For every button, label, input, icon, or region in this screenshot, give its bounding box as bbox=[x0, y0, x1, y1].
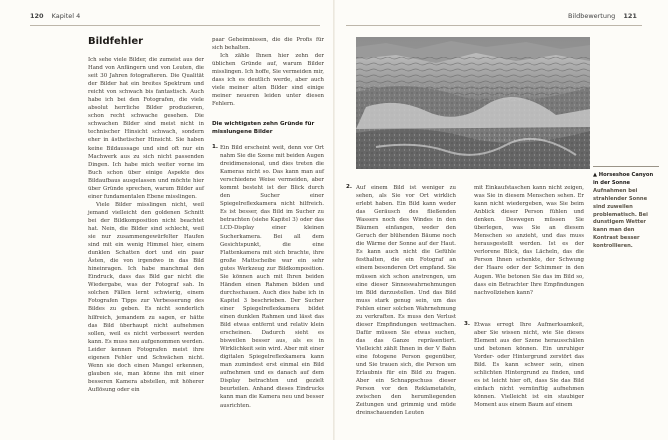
list-item-text: Auf einem Bild ist weniger zu sehen, als Sie vor Ort wirklich erlebt haben. Ein Bild kann weder das Geräusch des fließenden Wassers noch des Windes in den Bäumen einfangen, weder den Geruch der blühenden Bäume noch die Wärme der Sonne auf der Haut. Es kann auch nicht die Gefühle festhalten, die ein Fotograf an einem besonderen Ort empfand. Sie müssen sich schon anstrengen, um eine dieser Sinneswahrnehmungen im Bild darzustellen. Und das Bild muss stark genug sein, um das Fehlen einer solchen Wahrnehmung zu verkraften. Es muss den Verlust dieser Empfindungen wettmachen. Dafür müssen Sie etwas suchen, das das Ganze repräsentiert. Vielleicht zählt Ihnen in der V Bahn eine fotogene Person gegenüber, und Sie trauen sich, die Person um Erlaubnis für ein Bild zu fragen. Aber ein Schnappschuss dieser Person vor den Reklametafeln, zwischen den herumliegenden Zeitungen und grimmig und müde dreinschauenden Leuten bbox=[356, 185, 456, 417]
right-running-head bbox=[568, 12, 637, 20]
list-number: 2. bbox=[346, 184, 353, 190]
left-column-1 bbox=[88, 56, 204, 394]
right-column-2 bbox=[474, 184, 584, 297]
book-gutter bbox=[333, 0, 335, 440]
list-item-text: Ein Bild erscheint weit, denn vor Ort nahm Sie die Szene mit beiden Augen dreidimensional, und dies treten die Kameras nicht so. Das kann man auf verschiedene Weise vermeiden, aber kommt besteht ist der Blick durch den Sucher einer Spiegelreflexkamera nicht hilfreich. Es ist besser, das Bild im Sucher zu betrachten (siehe Kapitel 3) oder das LCD-Display einer kleinen Sucherkamera. Bei all dem Gesichtspunkt, die eine Flattenkamera mit sich brachte, ihre große Mattscheibe war ein sehr gutes Werkzeug zur Bildkomposition. Sie können auch mit Ihren beiden Händen einen Rahmen bilden und durchschauen. Auch dies habe ich in Kapitel 3 beschrieben. Der Sucher einer Spiegelreflexkamera bildet einen dunklen Rahmen und lässt das Bild etwas entfernt und relativ klein erscheinen. Dadurch sieht es bisweilen besser aus, als es in Wirklichkeit sein wird. Aber mit einer digitalen Spiegelreflexkamera kann man zumindest erst einmal ein Bild aufnehmen und es danach auf dem Display betrachten und gezielt beurteilen. Anhand dieses Eindrucks kann man die Kamera neu und besser ausrichten. bbox=[220, 145, 324, 409]
left-page-number: 120 bbox=[30, 12, 44, 20]
section-heading: Bildfehler bbox=[88, 36, 144, 47]
paragraph: mit Einkaufstaschen kann nicht zeigen, was Sie in diesem Menschen sehen. Er kann nicht wiedergeben, was Sie beim Anblick dieser Person fühlen und denken. Deswegen müssen Sie überlegen, was Sie an diesem Menschen so anzieht, und das muss herausgestellt werden. Ist es der verlorene Blick, das Lächeln, das die Person Ihnen schenkte, der Schwung der Haare oder der Schimmer in den Augen. Wie betonen Sie das im Bild so, dass ein Betrachter Ihre Empfindungen nachvollziehen kann? bbox=[474, 185, 584, 296]
list-item-text: Etwas erregt Ihre Aufmerksamkeit, aber Sie wissen nicht, wie Sie dieses Element aus der Szene herausschälen und betonen können. Ein unruhiger Vorder- oder Hintergrund zerstört das Bild. Es kann schwer sein, einen schlichten Hintergrund zu finden, und es ist leicht hier oft, dass Sie das Bild einfach nicht vernünftig aufnehmen können. Vielleicht ist ein staubiger Moment aus einem Baum auf einem bbox=[474, 322, 584, 409]
list-item-3 bbox=[474, 321, 584, 410]
left-chapter-title: Kapitel 4 bbox=[51, 12, 81, 20]
right-page-number: 121 bbox=[623, 12, 637, 20]
list-number: 3. bbox=[464, 321, 471, 327]
right-chapter-title: Bildbewertung bbox=[568, 12, 616, 20]
left-header-rule bbox=[30, 25, 320, 26]
horseshoe-canyon-photo bbox=[356, 37, 590, 169]
paragraph: Ich sehe viele Bilder, die zumeist aus der Hand von Anfängern und von Leuten, die seit 30 Jahren fotografieren. Die Qualität der Bilder hat ein breites Spektrum und reicht von schwach bis fantastisch. Auch habe ich bei den Fotografen, die viele absolut herrliche Bilder produzieren, schon recht schwache gesehen. Die schwachen Bilder sind meist nicht in technischer Hinsicht schwach, sondern eher in ästhetischer Hinsicht. Sie haben keine Bildaussage und sind oft nur ein Machwerk aus zu sich nicht passenden Dingen. Ich habe mich weiter vorne im Buch schon über einige Aspekte des Bildaufbaus ausgelassen und möchte hier über Gründe sprechen, warum Bilder auf einer fundamentalen Ebene misslingen. bbox=[88, 57, 204, 200]
paragraph: Ich zähle Ihnen hier zehn der üblichen Gründe auf, warum Bilder misslingen. Ich hoffe, Sie vermeiden mir, dass ich es deutlich werde, aber auch viele meiner alten Bilder sind einige meiner neueren leiden unter diesen Fehlern. bbox=[212, 53, 324, 108]
photo-caption bbox=[593, 172, 659, 251]
list-item-2 bbox=[356, 184, 456, 417]
right-header-rule bbox=[346, 25, 642, 26]
caption-rule bbox=[593, 166, 659, 167]
caption-title: ▲ Horseshoe Canyon in der Sonne bbox=[593, 172, 654, 186]
caption-body: Aufnahmen bei strahlender Sonne sind zuweilen problematisch. Bei dunstigem Wetter kann man den Kontrast besser kontrollieren. bbox=[593, 187, 648, 250]
list-number: 1. bbox=[212, 144, 219, 150]
paragraph: Viele Bilder misslingen nicht, weil jemand vielleicht den goldenen Schnitt bei der Bildkomposition nicht beachtet hat. Nein, die Bilder sind schlecht, weil sie nur zusammengewürfelter Haufen sind mit ein wenig Himmel hier, einem dunklen Schatten dort und ein paar Ästen, die von irgendwo in das Bild hineinragen. Ich habe manchmal den Eindruck, dass das Bild gar nicht die Wiedergabe, was der Fotograf sah. In solchen Fällen lernt schwierig, einem Fotografen Tipps zur Verbesserung des Bildes zu geben. Es nicht sonderlich hilfreich, jemandem zu sagen, er hätte das Bild überhaupt nicht aufnehmen sollen, weil es nicht verbessert werden kann. Es muss neu aufgenommen werden. Leider kennen Fotografen meist ihre eigenen Fehler und Schwächen nicht. Wenn sie doch einen Mangel erkennen, glauben sie, man könne ihn mit einer besseren Kamera abstellen, mit höherer Auflösung oder ein bbox=[88, 201, 204, 393]
list-heading: Die wichtigsten zehn Gründe für misslungene Bilder bbox=[212, 121, 315, 135]
paragraph: paar Geheimnissen, die die Profis für sich behalten. bbox=[212, 37, 324, 52]
list-item-1 bbox=[220, 144, 324, 410]
left-running-head bbox=[30, 12, 80, 20]
left-column-2 bbox=[212, 36, 324, 108]
